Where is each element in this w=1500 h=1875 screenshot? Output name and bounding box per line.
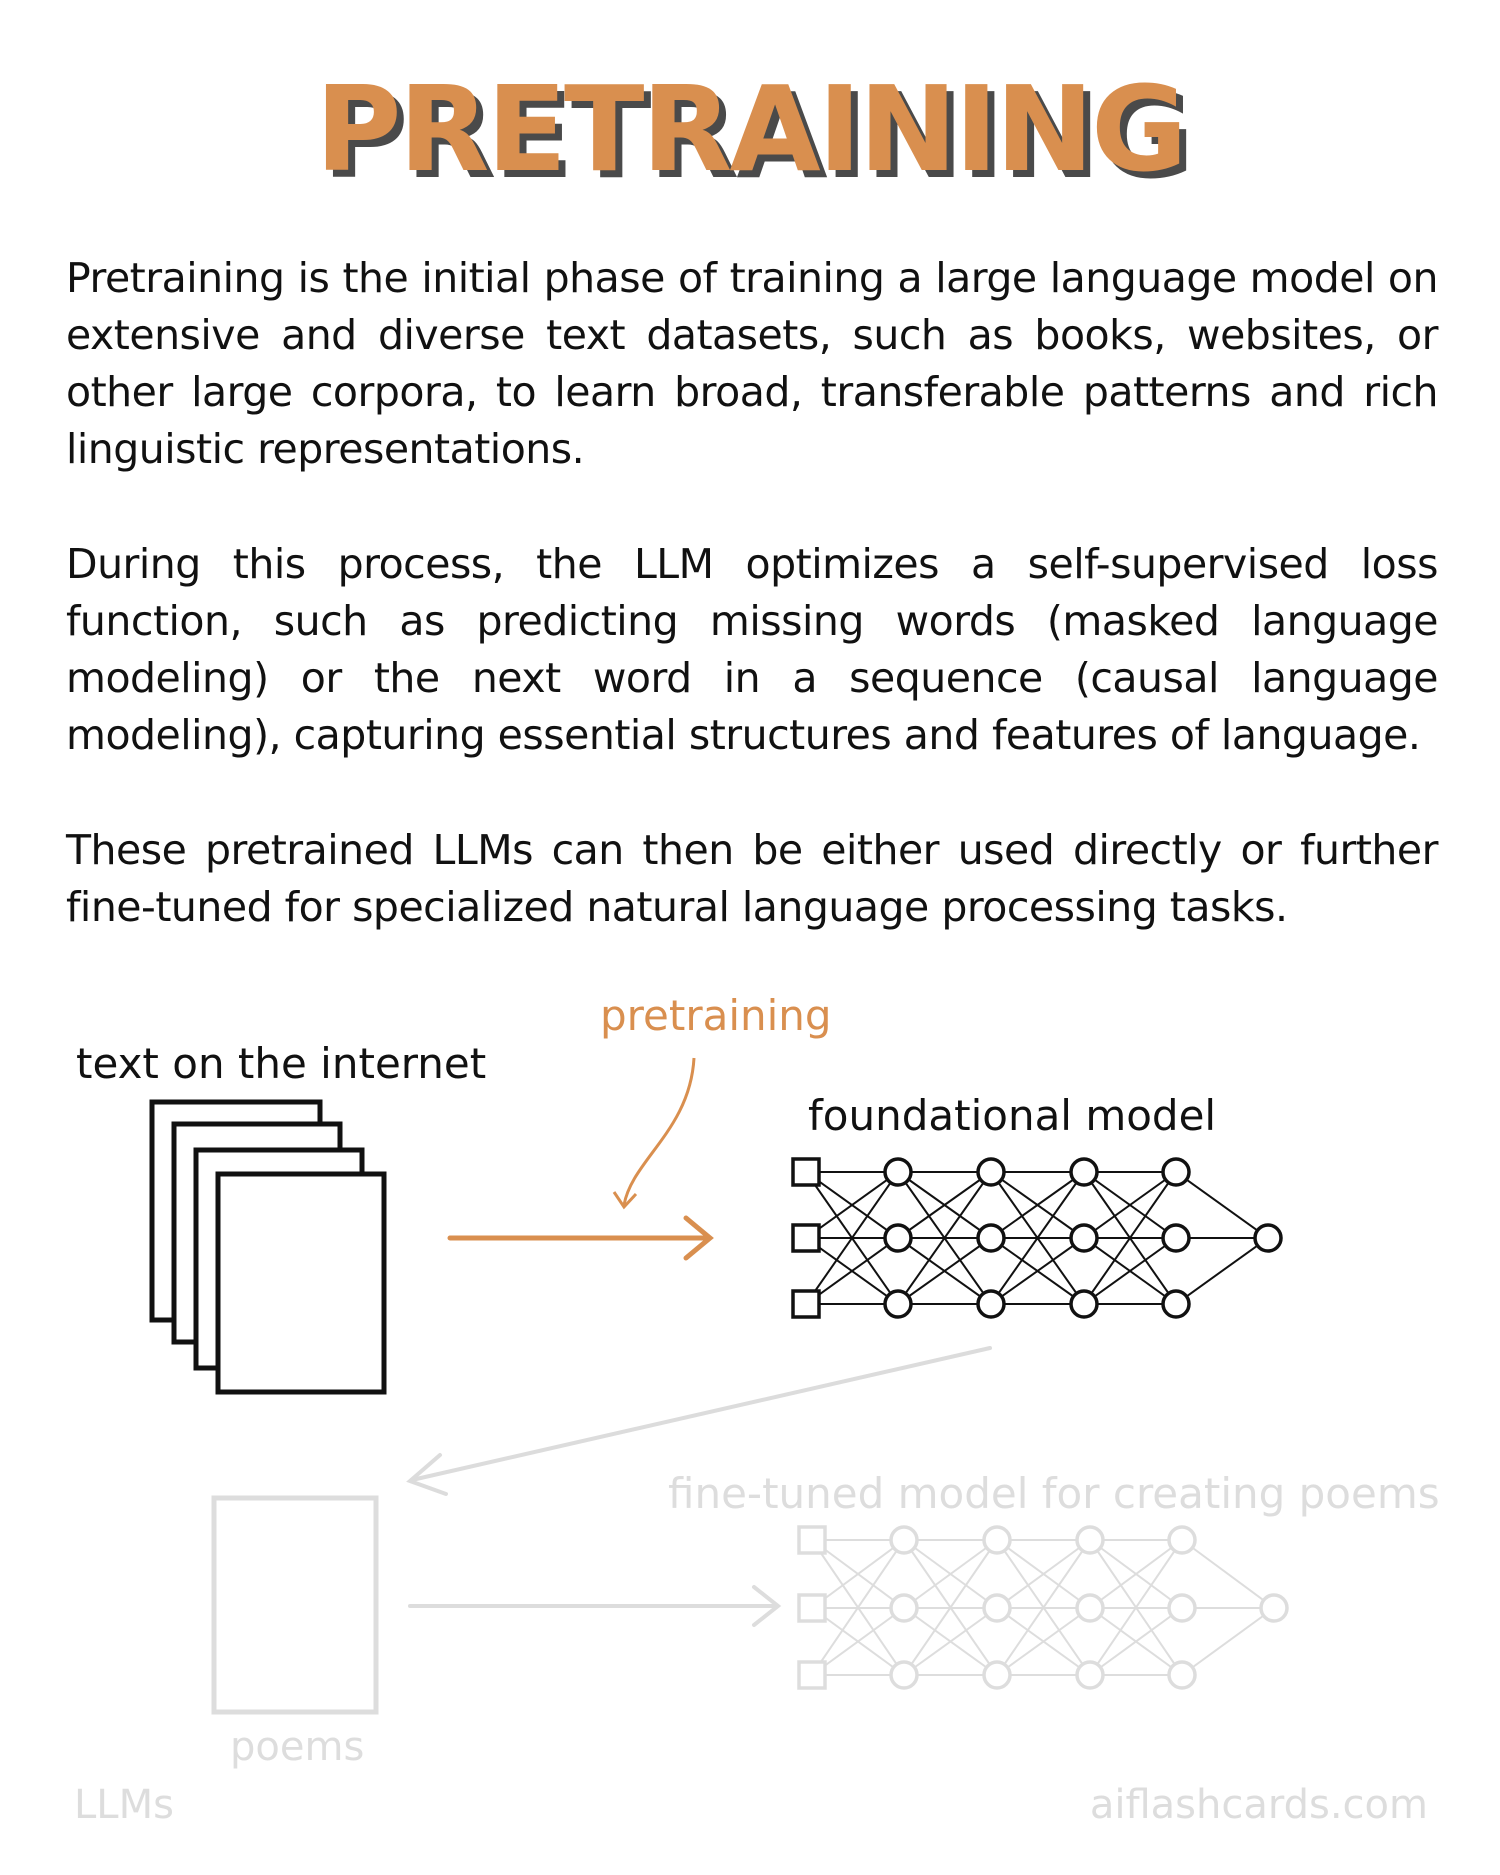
input-node [799, 1595, 825, 1621]
pretraining-pointer-arrow [624, 1058, 694, 1205]
finetuned-model-network-icon [799, 1527, 1287, 1688]
text-on-internet-label: text on the internet [76, 1039, 487, 1088]
document-stack-icon [152, 1102, 384, 1392]
hidden-node [891, 1595, 917, 1621]
hidden-node [1071, 1159, 1097, 1185]
input-node [799, 1662, 825, 1688]
hidden-node [978, 1225, 1004, 1251]
input-node [799, 1527, 825, 1553]
poems-label: poems [230, 1724, 365, 1770]
hidden-node [1077, 1662, 1103, 1688]
poems-document-icon [214, 1498, 376, 1712]
hidden-node [978, 1159, 1004, 1185]
hidden-node [891, 1527, 917, 1553]
hidden-node [1163, 1225, 1189, 1251]
hidden-node [1163, 1291, 1189, 1317]
paragraph-definition: Pretraining is the initial phase of training a large language model on extensive and diverse text datasets, such as books, websites, or other large corpora, to learn broad, transferable patterns and rich linguistic representations. [66, 254, 1438, 473]
pretraining-label: pretraining [600, 991, 832, 1040]
hidden-node [1077, 1527, 1103, 1553]
output-node [1255, 1225, 1281, 1251]
hidden-node [891, 1662, 917, 1688]
hidden-node [1169, 1527, 1195, 1553]
hidden-node [885, 1291, 911, 1317]
hidden-node [984, 1527, 1010, 1553]
input-node [793, 1225, 819, 1251]
hidden-node [984, 1662, 1010, 1688]
paragraph-process: During this process, the LLM optimizes a self-supervised loss function, such as predicting missing words (masked language modeling) or the next word in a sequence (causal language modeling), capturing essential structures and features of language. [66, 540, 1438, 759]
hidden-node [1071, 1291, 1097, 1317]
hidden-node [1163, 1159, 1189, 1185]
foundational-model-network-icon [793, 1159, 1281, 1317]
paragraph-usage: These pretrained LLMs can then be either used directly or further fine-tuned for specialized natural language processing tasks. [66, 826, 1438, 931]
footer-llms-label: LLMs [74, 1782, 174, 1828]
input-node [793, 1291, 819, 1317]
finetune-arrow [410, 1587, 778, 1625]
page-title: PRETRAINING [315, 60, 1185, 198]
hidden-node [978, 1291, 1004, 1317]
pretraining-arrow [450, 1218, 710, 1258]
hidden-node [885, 1225, 911, 1251]
foundational-model-label: foundational model [808, 1091, 1217, 1140]
hidden-node [1169, 1662, 1195, 1688]
hidden-node [885, 1159, 911, 1185]
output-node [1261, 1595, 1287, 1621]
footer-site-link[interactable]: aiflashcards.com [1089, 1782, 1428, 1828]
hidden-node [984, 1595, 1010, 1621]
input-node [793, 1159, 819, 1185]
finetuned-model-label: fine-tuned model for creating poems [668, 1469, 1440, 1518]
hidden-node [1071, 1225, 1097, 1251]
hidden-node [1169, 1595, 1195, 1621]
hidden-node [1077, 1595, 1103, 1621]
